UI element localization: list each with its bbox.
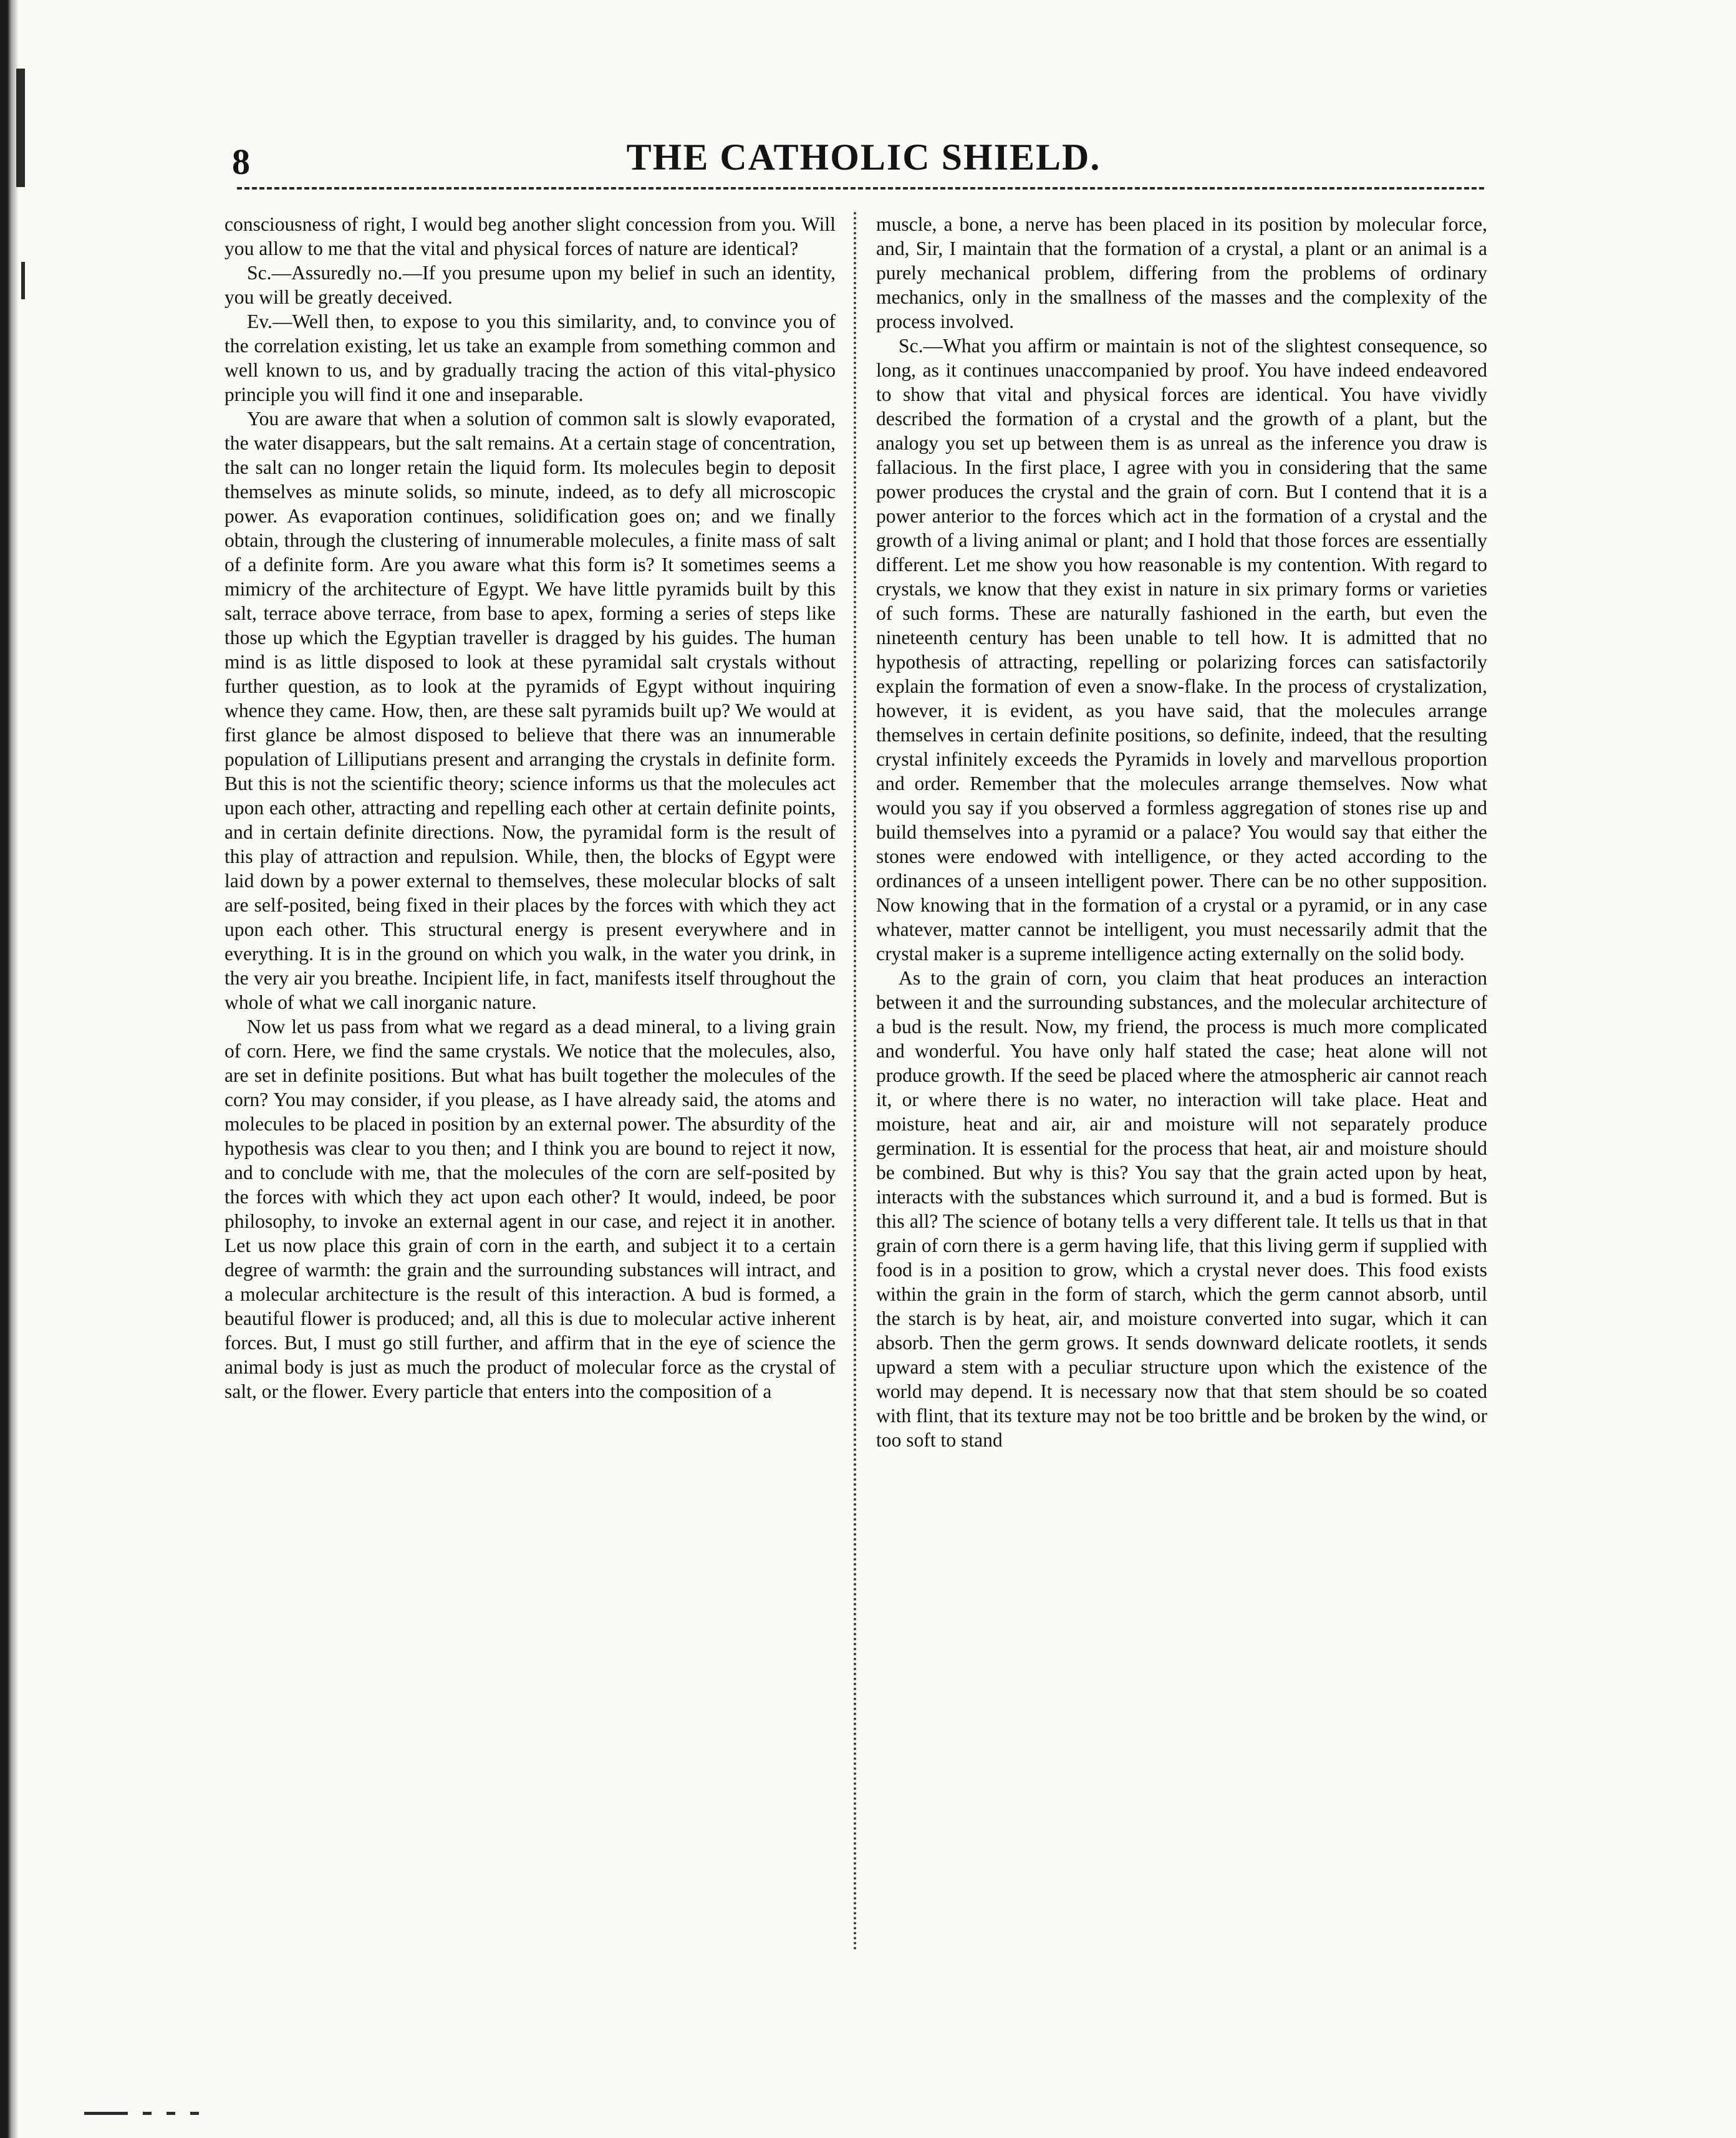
- spine-mark: [21, 262, 25, 299]
- page-header: [224, 136, 1503, 186]
- spine-mark: [16, 69, 25, 187]
- paragraph: muscle, a bone, a nerve has been placed in its position by molecular force, and, Sir, I maintain that the formation of a crystal, a plant or an animal is a purely mechanical problem, differing from the problems of ordinary mechanics, only in the smallness of the masses and the complexity of the process involved.: [876, 213, 1487, 332]
- right-column: [876, 212, 1487, 1964]
- paragraph: As to the grain of corn, you claim that heat produces an interaction between it and the surrounding substances, and the molecular architecture of a bud is the result. Now, my friend, the process is much more complicated and wonderful. You have only half stated the case; heat alone will not produce growth. If the seed be placed where the atmospheric air cannot reach it, or where there is no water, no interaction will take place. Heat and moisture, heat and air, air and moisture will not separately produce germination. It is essential for the process that heat, air and moisture should be combined. But why is this? You say that the grain acted upon by heat, interacts with the substances which surround it, and a bud is formed. But is this all? The science of botany tells a very different tale. It tells us that in that grain of corn there is a germ having life, that this living germ if supplied with food is in a position to grow, which a crystal never does. This food exists within the grain in the form of starch, which the germ cannot absorb, until the starch is by heat, air, and moisture converted into sugar, which it can absorb. Then the germ grows. It sends downward delicate rootlets, it sends upward a stem with a peculiar structure upon which the existence of the world may depend. It is necessary now that that stem should be so coated with flint, that its texture may not be too brittle and be broken by the wind, or too soft to stand: [876, 967, 1487, 1451]
- paragraph: You are aware that when a solution of common salt is slowly evaporated, the water disappears, but the salt remains. At a certain stage of concentration, the salt can no longer retain the liquid form. Its molecules begin to deposit themselves as minute solids, so minute, indeed, as to defy all microscopic power. As evaporation continues, solidification goes on; and we finally obtain, through the clustering of innumerable molecules, a finite mass of salt of a definite form. Are you aware what this form is? It sometimes seems a mimicry of the architecture of Egypt. We have little pyramids built by this salt, terrace above terrace, from base to apex, forming a series of steps like those up which the Egyptian traveller is dragged by his guides. The human mind is as little disposed to look at these pyramidal salt crystals without further question, as to look at the pyramids of Egypt without inquiring whence they came. How, then, are these salt pyramids built up? We would at first glance be almost disposed to believe that there was an innumerable population of Lilliputians present and arranging the crystals in definite form. But this is not the scientific theory; science informs us that the molecules act upon each other, attracting and repelling each other at certain definite points, and in certain definite directions. Now, the pyramidal form is the result of this play of attraction and repulsion. While, then, the blocks of Egypt were laid down by a power external to themselves, these molecular blocks of salt are self-posited, being fixed in their places by the forces with which they act upon each other. This structural energy is present everywhere and in everything. It is in the ground on which you walk, in the water you drink, in the very air you breathe. Incipient life, in fact, manifests itself throughout the whole of what we call inorganic nature.: [224, 408, 836, 1013]
- header-rule: [237, 187, 1484, 190]
- left-column: [224, 212, 836, 1964]
- book-spine-shadow: [0, 0, 19, 2138]
- column-divider: [854, 212, 856, 1952]
- page-number: 8: [232, 142, 250, 182]
- paragraph: Ev.—Well then, to expose to you this similarity, and, to convince you of the correlation existing, let us take an example from something common and well known to us, and by gradually tracing the action of this vital-physico principle you will find it one and inseparable.: [224, 311, 836, 405]
- masthead-title: THE CATHOLIC SHIELD.: [626, 137, 1101, 178]
- paragraph: consciousness of right, I would beg another slight concession from you. Will you allow to me that the vital and physical forces of nature are identical?: [224, 213, 836, 259]
- paragraph: Sc.—What you affirm or maintain is not of the slightest consequence, so long, as it continues unaccompanied by proof. You have indeed endeavored to show that vital and physical forces are identical. You have vividly described the formation of a crystal and the growth of a plant, but the analogy you set up between them is as unreal as the inference you draw is fallacious. In the first place, I agree with you in considering that the same power produces the crystal and the grain of corn. But I contend that it is a power anterior to the forces which act in the formation of a crystal and the growth of a living animal or plant; and I hold that those forces are essentially different. Let me show you how reasonable is my contention. With regard to crystals, we know that they exist in nature in six primary forms or varieties of such forms. These are naturally fashioned in the earth, but even the nineteenth century has been unable to tell how. It is admitted that no hypothesis of attracting, repelling or polarizing forces can satisfactorily explain the formation of even a snow-flake. In the process of crystalization, however, it is evident, as you have said, that the molecules arrange themselves in certain definite positions, so definite, indeed, that the resulting crystal infinitely exceeds the Pyramids in lovely and marvellous proportion and order. Remember that the molecules arrange themselves. Now what would you say if you observed a formless aggregation of stones rise up and build themselves into a pyramid or a palace? You would say that either the stones were endowed with intelligence, or they acted according to the ordinances of a unseen intelligent power. There can be no other supposition. Now knowing that in the formation of a crystal or a pyramid, or in any case whatever, matter cannot be intelligent, you must necessarily admit that the crystal maker is a supreme intelligence acting externally on the solid body.: [876, 335, 1487, 965]
- paragraph: Sc.—Assuredly no.—If you presume upon my belief in such an identity, you will be greatly deceived.: [224, 262, 836, 308]
- footer-mark: [84, 2107, 214, 2111]
- paragraph: Now let us pass from what we regard as a dead mineral, to a living grain of corn. Here, we find the same crystals. We notice that the molecules, also, are set in definite positions. But what has built together the molecules of the corn? You may consider, if you please, as I have already said, the atoms and molecules to be placed in position by an external power. The absurdity of the hypothesis was clear to you then; and I think you are bound to reject it now, and to conclude with me, that the molecules of the corn are self-posited by the forces with which they act upon each other? It would, indeed, be poor philosophy, to invoke an external agent in our case, and reject it in another. Let us now place this grain of corn in the earth, and subject it to a certain degree of warmth: the grain and the surrounding substances will intract, and a molecular architecture is the result of this interaction. A bud is formed, a beautiful flower is produced; and, all this is due to molecular active inherent forces. But, I must go still further, and affirm that in the eye of science the animal body is just as much the product of molecular force as the crystal of salt, or the flower. Every particle that enters into the composition of a: [224, 1016, 836, 1402]
